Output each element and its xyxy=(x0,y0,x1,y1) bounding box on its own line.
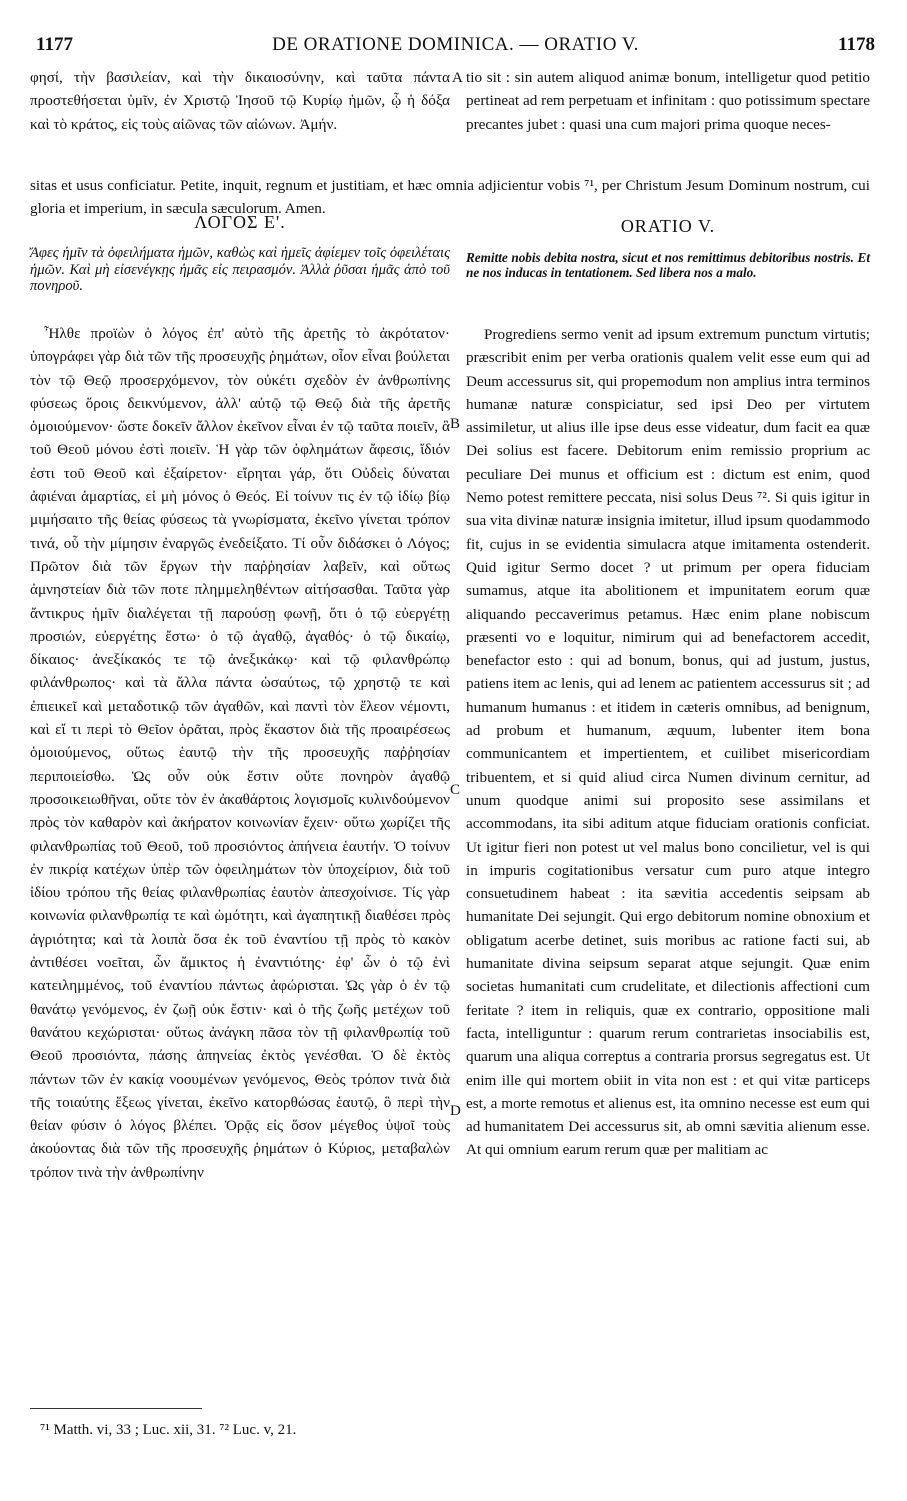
margin-mark-d: D xyxy=(450,1103,461,1119)
margin-mark-a: A xyxy=(452,70,463,86)
greek-body xyxy=(30,322,450,1402)
latin-subtitle-text: Remitte nobis debita nostra, sicut et nos remittimus debitoribus nostris. Et ne nos inducas in tentationem. Sed libera nos a malo. xyxy=(466,250,870,281)
footnotes: ⁷¹ Matth. vi, 33 ; Luc. xii, 31. ⁷² Luc. v, 21. xyxy=(40,1422,297,1438)
latin-intro-full-text: sitas et usus conficiatur. Petite, inquit, regnum et justitiam, et hæc omnia adjicientur vobis ⁷¹, per Christum Jesum Dominum nostrum, cui gloria et imperium, in sæcula sæculorum. Amen. xyxy=(30,177,870,218)
margin-mark-b: B xyxy=(450,416,461,432)
greek-section-title: ΛΟΓΟΣ Ε'. xyxy=(194,212,286,232)
greek-body-text: Ἦλθε προϊὼν ὁ λόγος ἐπ' αὐτὸ τῆς ἀρετῆς τὸ ἀκρότατον· ὑπογράφει γὰρ διὰ τῶν τῆς προσευχῆς ῥημάτων, οἷον εἶναι βούλεται τὸν τῷ Θεῷ προσερχόμενον, τὸν οὐκέτι σχεδὸν ἐν ἀνθρωπίνης φύσεως ὅροις δεικνύμενον, ἀλλ' αὐτῷ τῷ Θεῷ διὰ τῆς ἀρετῆς ὁμοιούμενον· ὥστε δοκεῖν ἄλλον ἐκεῖνον εἶναι ἐν τῷ ταῦτα ποιεῖν, ἃ τοῦ Θεοῦ μόνου ἐστὶ ποιεῖν. Ἡ γὰρ τῶν ὀφλημάτων ἄφεσις, ἴδιόν ἐστι τοῦ Θεοῦ καὶ ἐξαίρετον· εἴρηται γάρ, ὅτι Οὐδεὶς δύναται ἀφιέναι ἁμαρτίας, εἰ μὴ μόνος ὁ Θεός. Εἰ τοίνυν τις ἐν τῷ ἰδίῳ βίῳ μιμήσαιτο τῆς θείας φύσεως τὰ γνωρίσματα, ἐκεῖνο γίνεται τρόπον τινά, οὗ τὴν μίμησιν ἐναργῶς ἐνεδείξατο. Τί οὖν διδάσκει ὁ Λόγος; Πρῶτον διὰ τῶν ἔργων τὴν παῤῥησίαν λαβεῖν, καὶ οὕτως ἀμνηστείαν διὰ τῶν ποτε πλημμεληθέντων αἰτήσασθαι. Ταῦτα γὰρ ἄντικρυς ἡμῖν διαλέγεται τῇ παρούσῃ φωνῇ, ὅτι ὁ τῷ εὐεργέτῃ προσιών, εὐεργέτης ἔστω· ὁ τῷ ἀγαθῷ, ἀγαθός· ὁ τῷ δικαίῳ, δίκαιος· ἀνεξίκακός τε τῷ ἀνεξικάκῳ· καὶ τῷ φιλανθρώπῳ φιλάνθρωπος· καὶ τὰ ἄλλα πάντα ὡσαύτως, τῷ χρηστῷ τε καὶ ἐπιεικεῖ καὶ μεταδοτικῷ τῶν ἀγαθῶν, καὶ παντὶ τὸν ἔλεον νέμοντι, καὶ εἴ τι περὶ τὸ Θεῖον ὁρᾶται, πρὸς ἕκαστον διὰ τῆς προαιρέσεως ὁμοιούμενος, οὕτως ἑαυτῷ τὴν τῆς προσευχῆς παῤῥησίαν περιποιείσθω. Ὡς οὖν οὐκ ἔστιν οὔτε πονηρὸν ἀγαθῷ προσοικειωθῆναι, οὔτε τὸν ἐν ἀκαθάρτοις λογισμοῖς κυλινδούμενον πρὸς τὸν καθαρὸν καὶ ἀκήρατον κοινωνίαν ἔχειν· οὕτω χωρίζει τῆς φιλανθρωπίας τοῦ Θεοῦ, τοῦ προσιόντος ἀπήνεια ἑαυτήν. Ὁ τοίνυν ἐν πικρίᾳ κατέχων ὑπὲρ τῶν ὀφειλημάτων τὸν ὑποχείριον, διὰ τοῦ ἰδίου τρόπου τῆς θείας φιλανθρωπίας ἑαυτὸν ἀπεσχοίνισε. Τίς γὰρ κοινωνία φιλανθρωπίᾳ τε καὶ ὠμότητι, καὶ ἀγαπητικῇ διαθέσει πρὸς ἀγριότητα; καὶ τὰ λοιπὰ ὅσα ἐκ τοῦ ἐναντίου τῇ πρὸς τὸ κακὸν ἀντιθέσει νοεῖται, ὧν ἄμικτος ἡ ἐναντιότης· ἐφ' ὧν ὁ τῷ ἑνὶ κατειλημμένος, τοῦ ἐναντίου πάντως ἀφώρισται. Ὡς γὰρ ὁ ἐν τῷ θανάτῳ γενόμενος, ἐν ζωῇ οὐκ ἔστιν· καὶ ὁ τῆς ζωῆς μετέχων τοῦ θανάτου κεχώρισται· οὕτως ἀνάγκη πᾶσα τὸν τῇ φιλανθρωπίᾳ τοῦ Θεοῦ προσιόντα, πάσης ἀπηνείας ἐκτὸς γενέσθαι. Ὁ δὲ ἐκτὸς πάντων τῶν ἐν κακίᾳ νοουμένων γενόμενος, Θεὸς τρόπον τινὰ διὰ τῆς τοιαύτης ἕξεως γίνεται, ἐκεῖνο κατορθώσας ἑαυτῷ, ὃ περὶ τὴν θείαν φύσιν ὁ λόγος βλέπει. Ὁρᾷς εἰς ὅσον μέγεθος ὑψοῖ τοὺς ἀκούοντας διὰ τῶν τῆς προσευχῆς ῥημάτων ὁ Κύριος, μεταβαλὼν τρόπον τινὰ τὴν ἀνθρωπίνην xyxy=(30,325,450,1181)
greek-intro xyxy=(30,66,450,136)
page-number-right: 1178 xyxy=(838,34,875,55)
running-title: DE ORATIONE DOMINICA. — ORATIO V. xyxy=(272,34,639,55)
latin-subtitle xyxy=(466,250,870,280)
greek-intro-text: φησί, τὴν βασιλείαν, καὶ τὴν δικαιοσύνην, καὶ ταῦτα πάντα προστεθήσεται ὑμῖν, ἐν Χριστῷ Ἰησοῦ τῷ Κυρίῳ ἡμῶν, ᾧ ἡ δόξα καὶ τὸ κράτος, εἰς τοὺς αἰῶνας τῶν αἰώνων. Ἀμήν. xyxy=(30,69,450,133)
page-number-left: 1177 xyxy=(36,34,73,55)
latin-intro xyxy=(466,66,870,136)
margin-mark-c: C xyxy=(450,782,461,798)
latin-body xyxy=(466,323,870,1403)
page-header xyxy=(36,34,875,60)
greek-subtitle xyxy=(30,245,450,295)
latin-section-title: ORATIO V. xyxy=(620,216,716,236)
latin-body-text: Progrediens sermo venit ad ipsum extremum punctum virtutis; præscribit enim per verba orationis qualem velit esse eum qui ad Deum accessurus sit, qui propemodum non amplius intra terminos humanæ naturæ conspiciatur, sed ipsi Deo per virtutem assimiletur, ut alius ille ipse deus esse videatur, dum facit ea quæ Dei solius est facere. Debitorum enim remissio proprium ac peculiare Dei munus et officium est : dictum est enim, quod Nemo potest remittere peccata, nisi solus Deus ⁷². Si quis igitur in sua vita divinæ naturæ insignia imitetur, illud ipsum quodammodo fit, cujus in se evidentia simulacra atque imitamenta ostenderit. Quid igitur Sermo docet ? ut primum per opera fiduciam sumamus, atque ita abolitionem et impunitatem eorum quæ aliquando peccaverimus petamus. Hæc enim plane nobiscum præsenti vo e loquitur, nimirum qui ad benefactorem accedit, benefactor esto : qui ad bonum, bonus, qui ad justum, justus, patiens item ac lenis, qui ad lenem ac patientem accessurus sit ; ad humanum humanus : et itidem in cæteris omnibus, ad benignum, ad probum et humanum, æquum, lubenter item bona communicantem et impertientem, et cuilibet misericordiam tribuentem, et si quid aliud circa Numen divinum cernitur, ad unum quodque animi sui proposito sese assimilans et accommodans, ita sibi aditum atque fiduciam orationis conficiat. Ut igitur fieri non potest ut vel malus bono concilietur, vel is qui in impuris cogitationibus versatur cum puro atque integro consuetudinem habeat : ita sævitia accedentis seipsam ab humanitate Dei sejungit. Qui ergo debitorum nomine obnoxium et obligatum acerbe detinet, suis moribus ac ratione facti sui, ab humanitate divina seipsum separat atque sejungit. Quæ enim societas humanitati cum crudelitate, et dilectionis affectioni cum feritate ? item in reliquis, quæ ex contrario, oppositione mali facta, intelliguntur : quarum rerum contrarietas insociabilis est, quarum una aliqua correptus a contraria prorsus segregatus est. Ut enim ille qui mortem obiit in vita non est : et qui vitæ particeps est, a morte remotus et alienus est, ita omnino necesse est eum qui ad humanitatem Dei accessurus sit, ab omni sævitia alienum esse. At qui omnium earum rerum quæ per malitiam ac xyxy=(466,326,870,1159)
footnote-rule xyxy=(30,1408,202,1409)
latin-intro-text: tio sit : sin autem aliquod animæ bonum, intelligetur quod petitio pertineat ad rem perpetuam et infinitam : quo potissimum spectare precantes jubet : quasi una cum majori prima quoque neces- xyxy=(466,69,870,133)
greek-subtitle-text: Ἄφες ἡμῖν τὰ ὀφειλήματα ἡμῶν, καθὼς καὶ ἡμεῖς ἀφίεμεν τοῖς ὀφειλέταις ἡμῶν. Καὶ μὴ εἰσενέγκῃς ἡμᾶς εἰς πειρασμόν. Ἀλλὰ ῥῦσαι ἡμᾶς ἀπὸ τοῦ πονηροῦ. xyxy=(30,245,450,294)
